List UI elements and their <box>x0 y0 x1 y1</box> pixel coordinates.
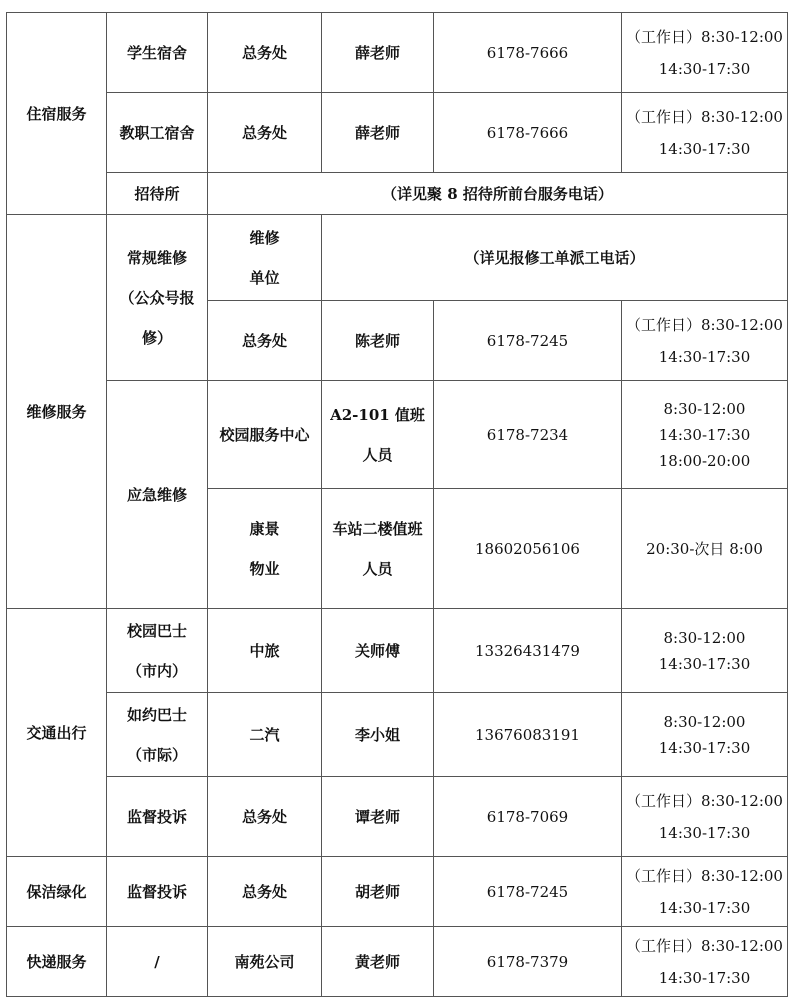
item-line: （公众号报 <box>119 288 195 307</box>
item-cell: 监督投诉 <box>107 777 208 857</box>
hours-line: （工作日）8:30-12:00 <box>626 791 783 810</box>
hours-cell <box>622 693 788 777</box>
hours-line: 14:30-17:30 <box>658 139 751 158</box>
phone-cell: 6178-7069 <box>434 777 622 857</box>
dept-cell: 二汽 <box>208 693 322 777</box>
contact-line: 车站二楼值班 <box>332 519 423 538</box>
hours-line: 8:30-12:00 <box>663 628 746 647</box>
item-line: （市内） <box>126 661 187 680</box>
item-cell <box>107 609 208 693</box>
phone-cell: 18602056106 <box>434 489 622 609</box>
hours-cell <box>622 857 788 927</box>
hours-line: 14:30-17:30 <box>658 823 751 842</box>
service-contact-table <box>6 12 788 997</box>
item-line: 常规维修 <box>126 248 187 267</box>
dept-line: 维修 <box>249 228 280 247</box>
hours-line: 14:30-17:30 <box>658 425 751 444</box>
dept-cell: 总务处 <box>208 93 322 173</box>
dept-line: 物业 <box>249 559 280 578</box>
dept-cell: 总务处 <box>208 13 322 93</box>
dept-cell: 总务处 <box>208 857 322 927</box>
table-row <box>7 609 788 693</box>
table-row <box>7 381 788 489</box>
dept-cell: 校园服务中心 <box>208 381 322 489</box>
item-line: 校园巴士 <box>126 621 187 640</box>
dept-cell: 总务处 <box>208 777 322 857</box>
item-cell: 应急维修 <box>107 381 208 609</box>
hours-cell <box>622 609 788 693</box>
dept-cell <box>208 215 322 301</box>
hours-line: （工作日）8:30-12:00 <box>626 315 783 334</box>
table-row <box>7 693 788 777</box>
contact-cell: 薛老师 <box>322 93 434 173</box>
contact-line: A2-101 值班 <box>330 405 425 424</box>
hours-cell <box>622 381 788 489</box>
table-row <box>7 93 788 173</box>
contact-cell: 薛老师 <box>322 13 434 93</box>
item-cell: 招待所 <box>107 173 208 215</box>
item-cell: / <box>107 927 208 997</box>
section-lodging: 住宿服务 <box>7 13 107 215</box>
phone-cell: 13676083191 <box>434 693 622 777</box>
contact-cell: 关师傅 <box>322 609 434 693</box>
hours-line: 14:30-17:30 <box>658 968 751 987</box>
hours-line: 14:30-17:30 <box>658 347 751 366</box>
section-express: 快递服务 <box>7 927 107 997</box>
item-cell: 监督投诉 <box>107 857 208 927</box>
item-cell <box>107 693 208 777</box>
note-cell: （详见聚 8 招待所前台服务电话） <box>208 173 788 215</box>
hours-line: （工作日）8:30-12:00 <box>626 107 783 126</box>
hours-line: 14:30-17:30 <box>658 738 751 757</box>
contact-cell: 胡老师 <box>322 857 434 927</box>
hours-line: 14:30-17:30 <box>658 59 751 78</box>
table-row <box>7 777 788 857</box>
table-row <box>7 13 788 93</box>
item-line: （市际） <box>126 745 187 764</box>
phone-cell: 6178-7234 <box>434 381 622 489</box>
contact-line: 人员 <box>362 445 393 464</box>
hours-line: （工作日）8:30-12:00 <box>626 936 783 955</box>
phone-cell: 6178-7245 <box>434 857 622 927</box>
contact-cell: 黄老师 <box>322 927 434 997</box>
table-row <box>7 927 788 997</box>
item-line: 修） <box>141 328 172 347</box>
hours-line: 14:30-17:30 <box>658 898 751 917</box>
table-row <box>7 857 788 927</box>
hours-cell <box>622 301 788 381</box>
dept-line: 单位 <box>249 268 280 287</box>
hours-line: 14:30-17:30 <box>658 654 751 673</box>
hours-line: 8:30-12:00 <box>663 712 746 731</box>
contact-cell: 谭老师 <box>322 777 434 857</box>
item-line: 如约巴士 <box>126 705 187 724</box>
dept-cell: 总务处 <box>208 301 322 381</box>
phone-cell: 13326431479 <box>434 609 622 693</box>
dept-cell: 南苑公司 <box>208 927 322 997</box>
item-cell: 学生宿舍 <box>107 13 208 93</box>
section-repair: 维修服务 <box>7 215 107 609</box>
dept-cell <box>208 489 322 609</box>
table-row <box>7 215 788 301</box>
phone-cell: 6178-7245 <box>434 301 622 381</box>
contact-cell <box>322 381 434 489</box>
phone-cell: 6178-7666 <box>434 93 622 173</box>
hours-cell <box>622 93 788 173</box>
dept-line: 康景 <box>249 519 280 538</box>
hours-cell <box>622 927 788 997</box>
hours-cell <box>622 13 788 93</box>
note-cell: （详见报修工单派工电话） <box>322 215 788 301</box>
phone-cell: 6178-7666 <box>434 13 622 93</box>
hours-cell: 20:30-次日 8:00 <box>622 489 788 609</box>
section-transport: 交通出行 <box>7 609 107 857</box>
item-cell: 教职工宿舍 <box>107 93 208 173</box>
hours-line: 8:30-12:00 <box>663 399 746 418</box>
hours-line: 18:00-20:00 <box>658 451 751 470</box>
contact-line: 人员 <box>362 559 393 578</box>
hours-line: （工作日）8:30-12:00 <box>626 27 783 46</box>
phone-cell: 6178-7379 <box>434 927 622 997</box>
item-cell <box>107 215 208 381</box>
table-row <box>7 173 788 215</box>
section-cleaning: 保洁绿化 <box>7 857 107 927</box>
contact-cell: 陈老师 <box>322 301 434 381</box>
contact-cell: 李小姐 <box>322 693 434 777</box>
contact-cell <box>322 489 434 609</box>
hours-cell <box>622 777 788 857</box>
dept-cell: 中旅 <box>208 609 322 693</box>
hours-line: （工作日）8:30-12:00 <box>626 866 783 885</box>
